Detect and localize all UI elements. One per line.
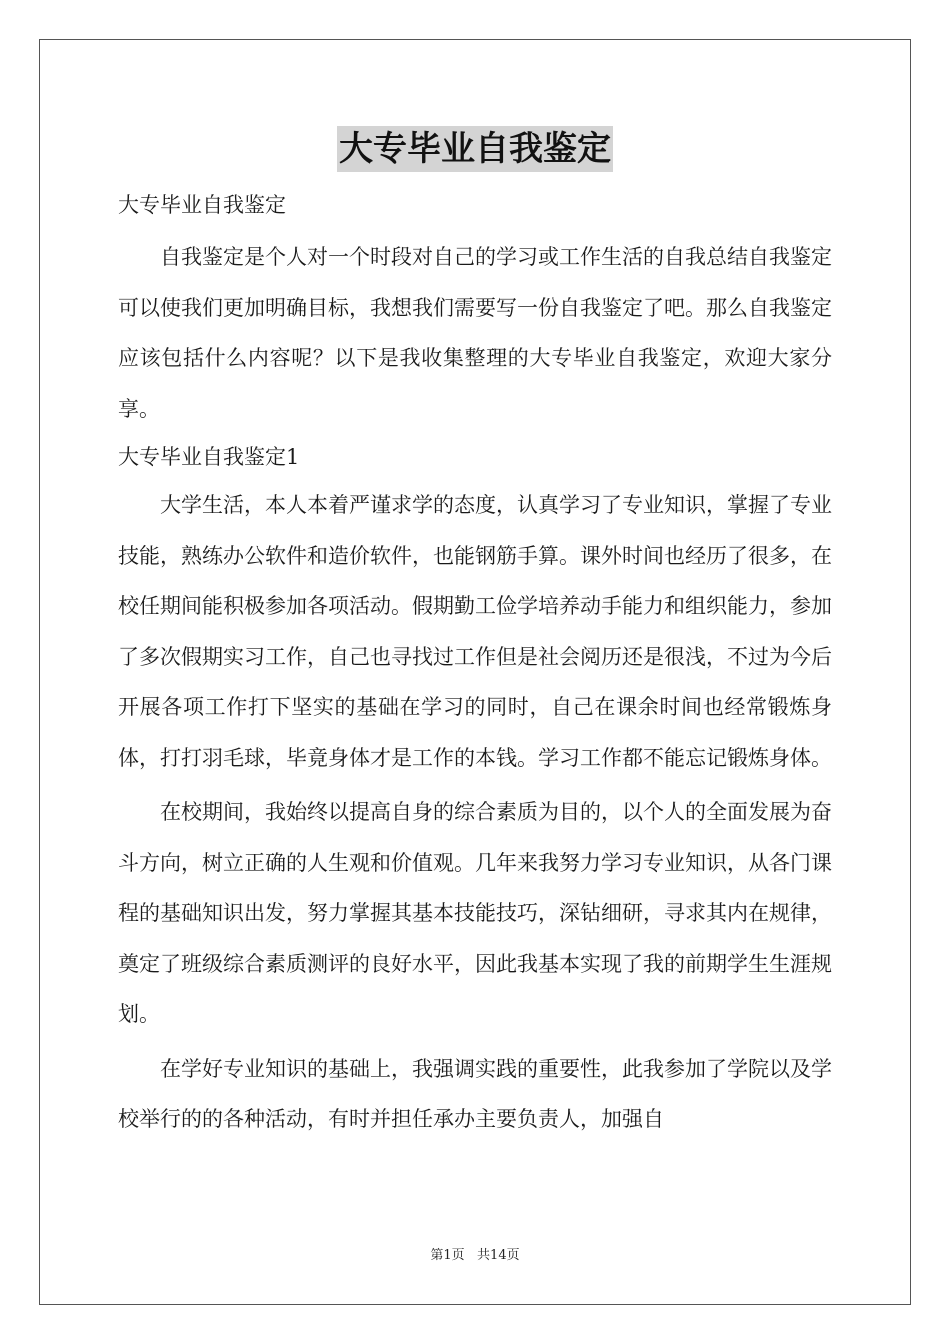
section-heading: 大专毕业自我鉴定1 xyxy=(118,445,300,469)
intro-paragraph: 自我鉴定是个人对一个时段对自己的学习或工作生活的自我总结自我鉴定可以使我们更加明确目标，我想我们需要写一份自我鉴定了吧。那么自我鉴定应该包括什么内容呢？以下是我收集整理的大专毕业自我鉴定，欢迎大家分享。 xyxy=(118,245,832,421)
document-subtitle: 大专毕业自我鉴定 xyxy=(118,193,286,217)
document-title xyxy=(118,120,832,178)
document-title-text: 大专毕业自我鉴定 xyxy=(337,126,613,172)
document-body xyxy=(118,120,832,1145)
body-paragraph-3: 在学好专业知识的基础上，我强调实践的重要性，此我参加了学院以及学校举行的的各种活动，有时并担任承办主要负责人，加强自 xyxy=(118,1056,832,1131)
page-footer: 第1页 共14页 xyxy=(430,1248,520,1263)
body-paragraph-1: 大学生活，本人本着严谨求学的态度，认真学习了专业知识，掌握了专业技能，熟练办公软件和造价软件，也能钢筋手算。课外时间也经历了很多，在校任期间能积极参加各项活动。假期勤工俭学培养动手能力和组织能力，参加了多次假期实习工作，自己也寻找过工作但是社会阅历还是很浅，不过为今后开展各项工作打下坚实的基础在学习的同时，自己在课余时间也经常锻炼身体，打打羽毛球，毕竟身体才是工作的本钱。学习工作都不能忘记锻炼身体。 xyxy=(118,493,832,770)
body-paragraph-2: 在校期间，我始终以提高自身的综合素质为目的，以个人的全面发展为奋斗方向，树立正确的人生观和价值观。几年来我努力学习专业知识，从各门课程的基础知识出发，努力掌握其基本技能技巧，深钻细研，寻求其内在规律，奠定了班级综合素质测评的良好水平，因此我基本实现了我的前期学生生涯规划。 xyxy=(118,800,832,1026)
